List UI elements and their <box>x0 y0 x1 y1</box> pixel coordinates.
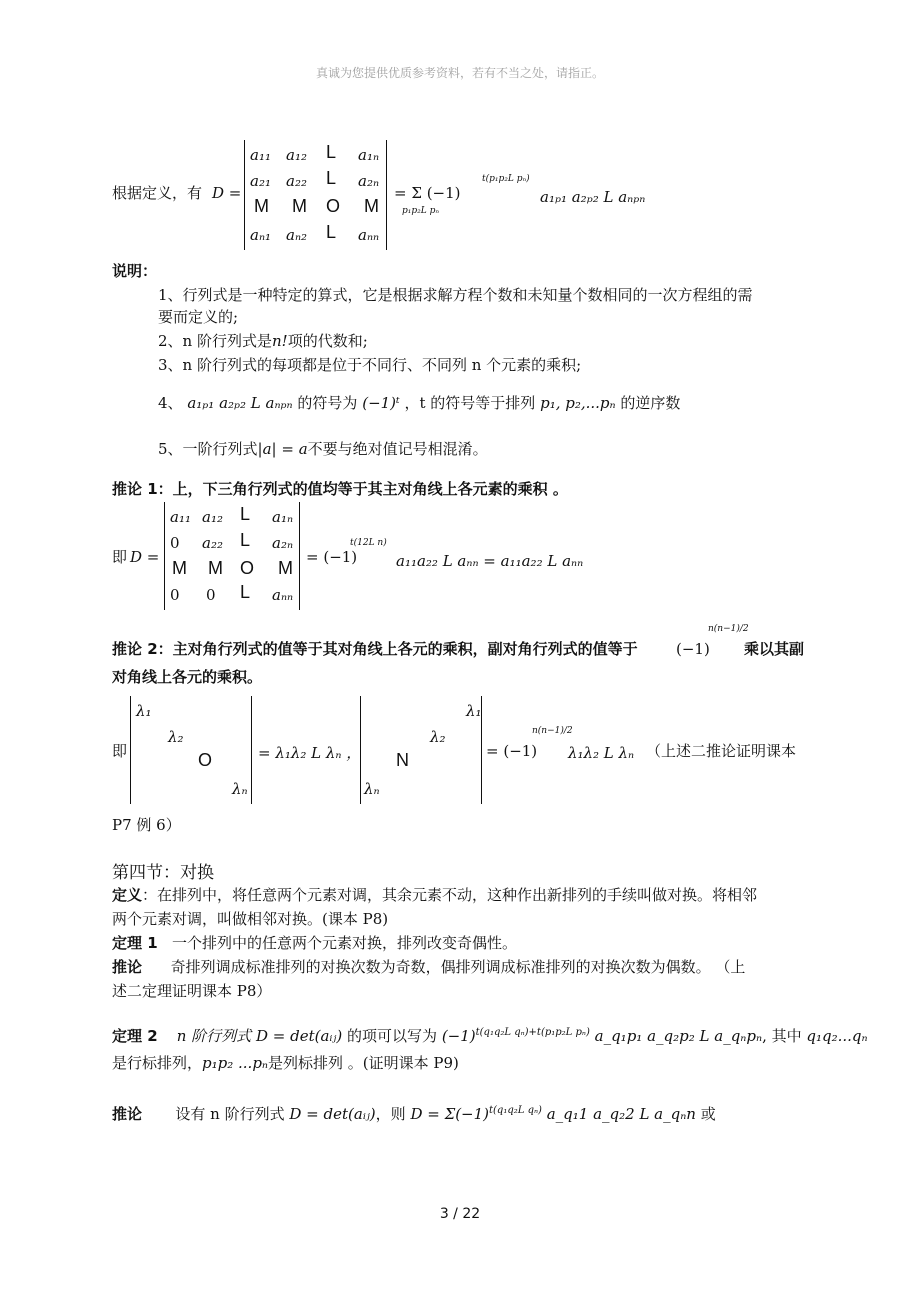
definition-lead: 根据定义，有 <box>112 184 203 202</box>
corollary1-exponent: t(12L n) <box>350 538 387 548</box>
matrix-cell: M <box>172 558 187 578</box>
matrix-cell: L <box>326 222 337 242</box>
notes-title: 说明： <box>112 262 158 280</box>
corollary2-title-sign: (−1) <box>676 640 710 658</box>
matrix-cell: M <box>254 196 269 216</box>
corollary1-rhs-tail: a₁₁a₂₂ L aₙₙ = a₁₁a₂₂ L aₙₙ <box>396 552 584 570</box>
definition-sum-index: p₁p₂L pₙ <box>402 206 439 216</box>
matrix-cell: a₁ₙ <box>272 508 294 526</box>
matrix-cell: a₁₂ <box>286 146 307 164</box>
corollary1-rhs: = (−1) <box>306 548 358 566</box>
matrix-cell: λ₂ <box>168 728 184 746</box>
section4-corollary-2: 述二定理证明课本 P8） <box>112 982 272 1000</box>
note-item-3: 3、n 阶行列式的每项都是位于不同行、不同列 n 个元素的乘积; <box>158 356 582 374</box>
matrix-cell: aₙₙ <box>358 226 380 244</box>
corollary2-ref2: P7 例 6） <box>112 816 181 834</box>
corollary1-matrix <box>164 502 302 610</box>
page-number: 3 / 22 <box>439 1206 481 1222</box>
matrix-cell: aₙₙ <box>272 586 294 604</box>
section4-definition-2: 两个元素对调，叫做相邻对换。(课本 P8) <box>112 910 389 928</box>
corollary2-title-a: 推论 2：主对角行列式的值等于其对角线上各元的乘积，副对角行列式的值等于 <box>112 640 638 658</box>
definition-d: D = <box>212 184 242 202</box>
note-item-2: 2、n 阶行列式是n!项的代数和; <box>158 332 368 350</box>
matrix-cell: λₙ <box>232 780 248 798</box>
section4-corollary: 推论 奇排列调成标准排列的对换次数为奇数，偶排列调成标准排列的对换次数为偶数。 （上 <box>112 958 746 976</box>
diagonal-rhs: = λ₁λ₂ L λₙ ， <box>258 744 362 762</box>
matrix-cell: L <box>326 142 337 162</box>
matrix-cell: a₁ₙ <box>358 146 380 164</box>
section4-heading: 第四节：对换 <box>112 863 214 883</box>
definition-product: a₁ₚ₁ a₂ₚ₂ L aₙₚₙ <box>540 188 646 206</box>
matrix-cell: M <box>208 558 223 578</box>
antidiagonal-rhs: = (−1) <box>486 742 538 760</box>
matrix-cell: a₂ₙ <box>358 172 380 190</box>
section4-theorem2-line2: 是行标排列，p₁p₂ ...pₙ是列标排列 。(证明课本 P9) <box>112 1054 459 1072</box>
corollary1-title: 推论 1：上，下三角行列式的值均等于其主对角线上各元素的乘积 。 <box>112 480 568 498</box>
section4-definition: 定义：在排列中，将任意两个元素对调，其余元素不动，这种作出新排列的手续叫做对换。将相邻 <box>112 886 758 904</box>
matrix-cell: 0 <box>170 534 180 552</box>
section4-theorem2: 定理 2 n 阶行列式 D = det(aᵢⱼ) 的项可以写为 $(-1)^{t(q_1q_2L q_n)+t(p_1p_2L p_n)}$ a_q₁p₁ a_q₂p₂ L a_qₙpₙ, 其中 q₁q₂...qₙ <box>112 1027 868 1045</box>
note-item-1b: 要而定义的; <box>158 308 239 326</box>
corollary2-lead: 即 <box>112 742 128 760</box>
antidiagonal-tail: λ₁λ₂ L λₙ <box>568 744 635 762</box>
matrix-cell: λ₁ <box>466 702 482 720</box>
matrix-cell: L <box>326 168 337 188</box>
header-note: 真诚为您提供优质参考资料，若有不当之处，请指正。 <box>315 66 604 80</box>
corollary2-title-c: 对角线上各元的乘积。 <box>112 668 263 686</box>
matrix-cell: L <box>240 530 251 550</box>
matrix-cell: a₂ₙ <box>272 534 294 552</box>
antidiagonal-matrix <box>360 696 484 804</box>
matrix-cell: M <box>364 196 379 216</box>
matrix-cell: aₙ₁ <box>250 226 272 244</box>
note-item-1a: 1、行列式是一种特定的算式，它是根据求解方程个数和未知量个数相同的一次方程组的需 <box>158 286 753 304</box>
matrix-cell: O <box>240 558 255 578</box>
antidiagonal-exp: n(n−1)/2 <box>532 726 573 736</box>
matrix-cell: O <box>198 750 213 770</box>
matrix-cell: L <box>240 504 251 524</box>
definition-sum: = Σ (−1) <box>394 184 461 202</box>
note-item-5: 5、一阶行列式|a| = a不要与绝对值记号相混淆。 <box>158 440 488 458</box>
matrix-cell: M <box>292 196 307 216</box>
matrix-cell: a₂₁ <box>250 172 271 190</box>
matrix-cell: 0 <box>206 586 216 604</box>
definition-exponent: t(p₁p₂L pₙ) <box>482 174 530 184</box>
section4-corollary2: 推论 设有 n 阶行列式 D = det(aᵢⱼ)，则 $D = \Sigma(-1)^{t(q_1q_2L q_n)}$ a_q₁1 a_q₂2 L a_qₙn 或 <box>112 1105 716 1123</box>
corollary2-ref: （上述二推论证明课本 <box>646 742 797 760</box>
matrix-cell: O <box>326 196 341 216</box>
diagonal-matrix <box>130 696 254 804</box>
matrix-cell: N <box>396 750 409 770</box>
matrix-cell: L <box>240 582 251 602</box>
corollary2-title-exp: n(n−1)/2 <box>708 624 749 634</box>
matrix-cell: a₂₂ <box>286 172 307 190</box>
definition-matrix <box>244 140 389 250</box>
note-item-4: 4、 a₁ₚ₁ a₂ₚ₂ L aₙₚₙ 的符号为 (−1)ᵗ ，t 的符号等于排列 p₁, p₂,...pₙ 的逆序数 <box>158 394 681 412</box>
matrix-cell: 0 <box>170 586 180 604</box>
corollary2-title-b: 乘以其副 <box>744 640 805 658</box>
corollary1-d: D = <box>130 548 160 566</box>
matrix-cell: aₙ₂ <box>286 226 308 244</box>
matrix-cell: a₂₂ <box>202 534 223 552</box>
matrix-cell: λ₂ <box>430 728 446 746</box>
section4-theorem1: 定理 1 一个排列中的任意两个元素对换，排列改变奇偶性。 <box>112 934 517 952</box>
matrix-cell: λₙ <box>364 780 380 798</box>
matrix-cell: a₁₁ <box>250 146 271 164</box>
matrix-cell: λ₁ <box>136 702 152 720</box>
matrix-cell: a₁₂ <box>202 508 223 526</box>
matrix-cell: M <box>278 558 293 578</box>
corollary1-lead: 即 <box>112 548 128 566</box>
matrix-cell: a₁₁ <box>170 508 191 526</box>
